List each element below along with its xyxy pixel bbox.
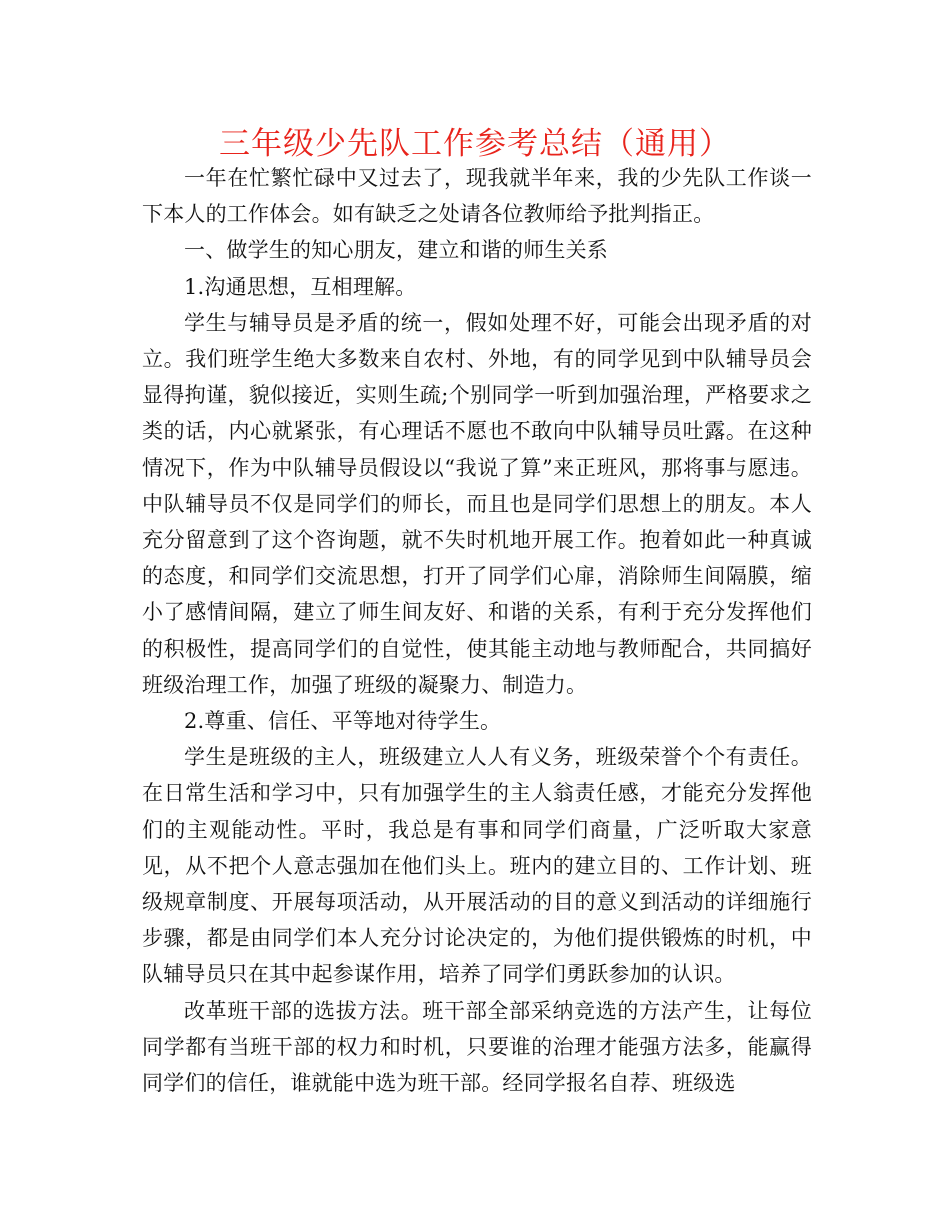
paragraph: 改革班干部的选拔方法。班干部全部采纳竞选的方法产生，让每位同学都有当班干部的权力和时机，只要谁的治理才能强方法多，能赢得同学们的信任，谁就能中选为班干部。经同学报名自荐、班级选 <box>142 998 812 1096</box>
paragraph: 学生与辅导员是矛盾的统一，假如处理不好，可能会出现矛盾的对立。我们班学生绝大多数来自农村、外地，有的同学见到中队辅导员会显得拘谨，貌似接近，实则生疏;个别同学一听到加强治理，严格要求之类的话，内心就紧张，有心理话不愿也不敢向中队辅导员吐露。在这种情况下，作为中队辅导员假设以“我说了算”来正班风，那将事与愿违。中队辅导员不仅是同学们的师长，而且也是同学们思想上的朋友。本人充分留意到了这个咨询题，就不失时机地开展工作。抱着如此一种真诚的态度，和同学们交流思想，打开了同学们心扉，消除师生间隔膜，缩小了感情间隔，建立了师生间友好、和谐的关系，有利于充分发挥他们的积极性，提高同学们的自觉性，使其能主动地与教师配合，共同搞好班级治理工作，加强了班级的凝聚力、制造力。 <box>142 310 812 697</box>
paragraph: 学生是班级的主人，班级建立人人有义务，班级荣誉个个有责任。在日常生活和学习中，只有加强学生的主人翁责任感，才能充分发挥他们的主观能动性。平时，我总是有事和同学们商量，广泛听取大家意见，从不把个人意志强加在他们头上。班内的建立目的、工作计划、班级规章制度、开展每项活动，从开展活动的目的意义到活动的详细施行步骤，都是由同学们本人充分讨论决定的，为他们提供锻炼的时机，中队辅导员只在其中起参谋作用，培养了同学们勇跃参加的认识。 <box>142 745 812 987</box>
document-title: 三年级少先队工作参考总结（通用） <box>219 126 731 162</box>
paragraph: 一年在忙繁忙碌中又过去了，现我就半年来，我的少先队工作谈一下本人的工作体会。如有缺乏之处请各位教师给予批判指正。 <box>142 166 812 227</box>
subsection-heading: 2.尊重、信任、平等地对待学生。 <box>184 709 502 734</box>
document-body <box>142 160 812 1101</box>
subsection-heading: 1.沟通思想，互相理解。 <box>184 274 417 299</box>
section-heading: 一、做学生的知心朋友，建立和谐的师生关系 <box>184 238 608 263</box>
